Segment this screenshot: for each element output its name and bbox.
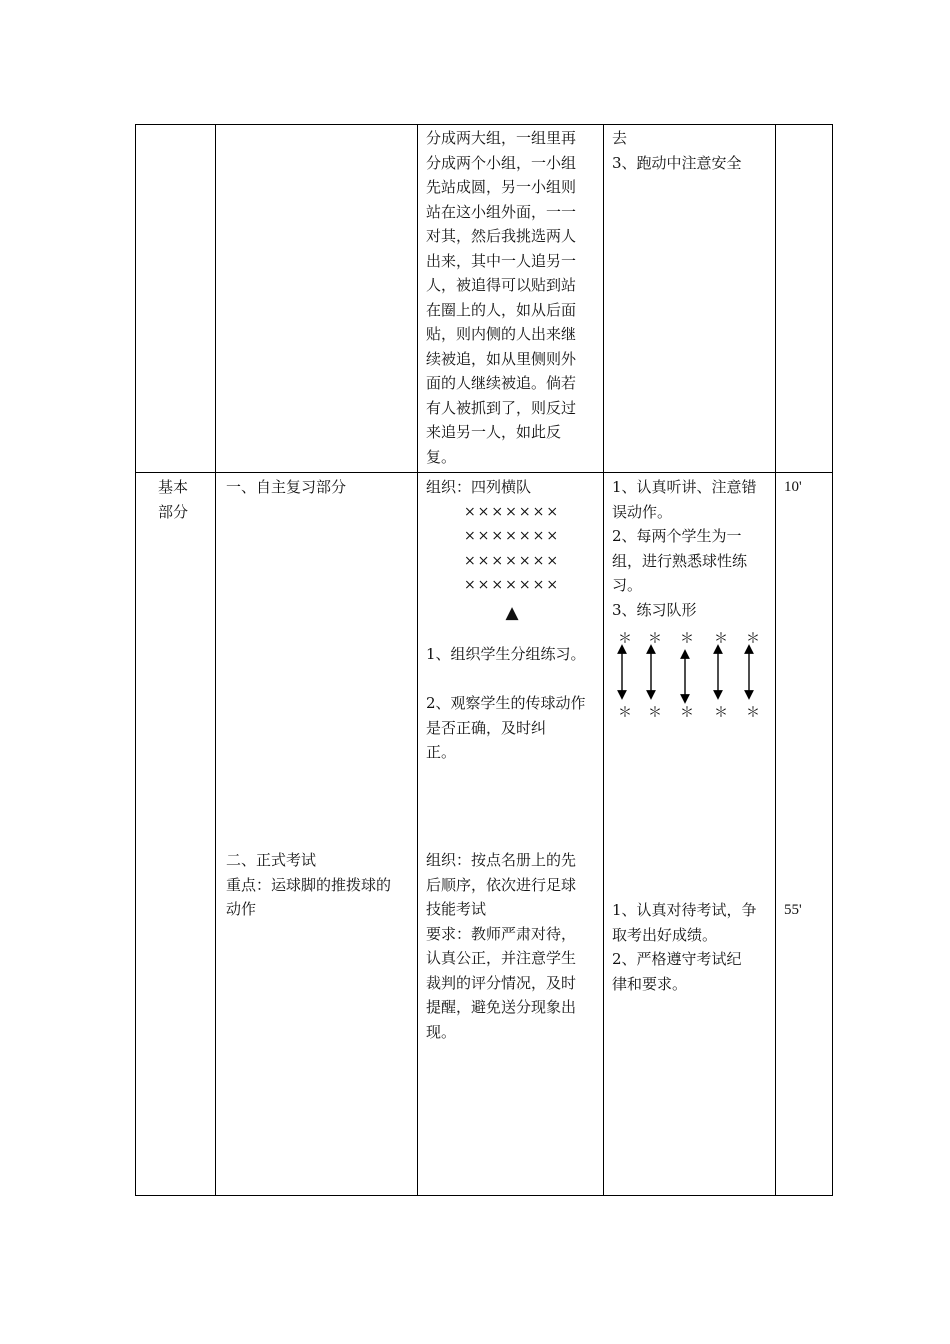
text-line: 复。 (426, 447, 457, 466)
column-divider (215, 125, 216, 1195)
text-line: 后顺序，依次进行足球 (426, 875, 577, 894)
text-line: 律和要求。 (612, 974, 688, 993)
text-line: 组，进行熟悉球性练 (612, 551, 748, 570)
drill-star-icon: ＊ (648, 705, 662, 721)
text-line: 3、跑动中注意安全 (612, 153, 742, 172)
column-divider (417, 125, 418, 1195)
formation-row: ××××××× (463, 503, 561, 520)
text-line: 组织：按点名册上的先 (426, 851, 577, 869)
lesson-plan-table (135, 124, 833, 1196)
text-line: 人，被追得可以贴到站 (426, 276, 577, 294)
drill-star-icon: ＊ (714, 705, 728, 721)
section-label (158, 475, 208, 524)
formation-row: ××××××× (463, 552, 561, 569)
text-line: 动作 (226, 900, 257, 918)
text-line: 裁判的评分情况，及时 (426, 973, 577, 992)
text-line: 是否正确，及时纠 (426, 718, 547, 737)
row-divider (136, 472, 832, 473)
review-time: 10' (784, 479, 802, 495)
exam-requirements-cell (612, 898, 772, 996)
text-line: 提醒，避免送分现象出 (426, 998, 577, 1016)
text-line: 分成两大组，一组里再 (426, 129, 577, 147)
text-line: 面的人继续被追。倘若 (426, 374, 577, 392)
text-line: 出来，其中一人追另一 (426, 251, 577, 270)
drill-star-icon: ＊ (680, 631, 694, 647)
text-line: 基本 (158, 478, 189, 496)
text-line: 在圈上的人，如从后面 (426, 300, 577, 319)
exam-time: 55' (784, 902, 802, 918)
review-title (226, 475, 414, 500)
drill-star-icon: ＊ (746, 705, 760, 721)
text-line: 去 (612, 129, 628, 147)
text-line: 续被追，如从里侧则外 (426, 349, 577, 368)
text-line: 要求：教师严肃对待， (426, 924, 577, 943)
step-one: 1、组织学生分组练习。 (426, 644, 586, 663)
drill-star-icon: ＊ (680, 705, 694, 721)
exam-title: 二、正式考试 (226, 851, 317, 869)
text-line: 贴，则内侧的人出来继 (426, 325, 577, 343)
top-organization-cell (426, 126, 598, 469)
text-line: 现。 (426, 1022, 457, 1041)
text-line: 误动作。 (612, 502, 673, 521)
text-line: 3、练习队形 (612, 600, 697, 619)
column-divider (775, 125, 776, 1195)
drill-star-icon: ＊ (714, 631, 728, 647)
text-line: 2、严格遵守考试纪 (612, 950, 742, 968)
text-line: 技能考试 (426, 900, 487, 918)
drill-star-icon: ＊ (618, 631, 632, 647)
text-line: 习。 (612, 576, 643, 594)
formation-row: ××××××× (463, 528, 561, 544)
text-line: 1、认真听讲、注意错 (612, 478, 757, 496)
formation-diagram (426, 500, 598, 598)
formation-row: ××××××× (463, 577, 561, 593)
drill-star-icon: ＊ (648, 631, 662, 647)
text-line: 认真公正，并注意学生 (426, 949, 577, 967)
top-requirements-cell (612, 126, 772, 175)
column-divider (603, 125, 604, 1195)
organization-label: 组织：四列横队 (426, 478, 532, 496)
text-line: 一、自主复习部分 (226, 478, 347, 496)
text-line: 2、每两个学生为一 (612, 527, 742, 545)
text-line: 正。 (426, 743, 457, 761)
text-line: 先站成圆，另一小组则 (426, 178, 577, 196)
exam-organization-cell (426, 848, 598, 1044)
drill-star-icon: ＊ (746, 631, 760, 647)
step-two (426, 691, 598, 765)
text-line: 部分 (158, 502, 189, 521)
review-requirements-cell (612, 475, 772, 622)
text-line: 站在这小组外面，一一 (426, 202, 577, 221)
text-line: 对其，然后我挑选两人 (426, 227, 577, 245)
drill-star-icon: ＊ (618, 705, 632, 721)
text-line: 有人被抓到了，则反过 (426, 398, 577, 417)
exam-content-cell (226, 848, 414, 922)
text-line: 1、认真对待考试，争 (612, 901, 757, 919)
drill-formation-diagram (608, 625, 768, 725)
text-line: 重点：运球脚的推拨球的 (226, 875, 392, 894)
text-line: 2、观察学生的传球动作 (426, 694, 586, 712)
review-organization-cell (426, 475, 598, 765)
teacher-triangle-icon: ▲ (505, 602, 519, 623)
text-line: 取考出好成绩。 (612, 925, 718, 944)
text-line: 来追另一人，如此反 (426, 423, 562, 441)
text-line: 分成两个小组，一小组 (426, 153, 577, 172)
